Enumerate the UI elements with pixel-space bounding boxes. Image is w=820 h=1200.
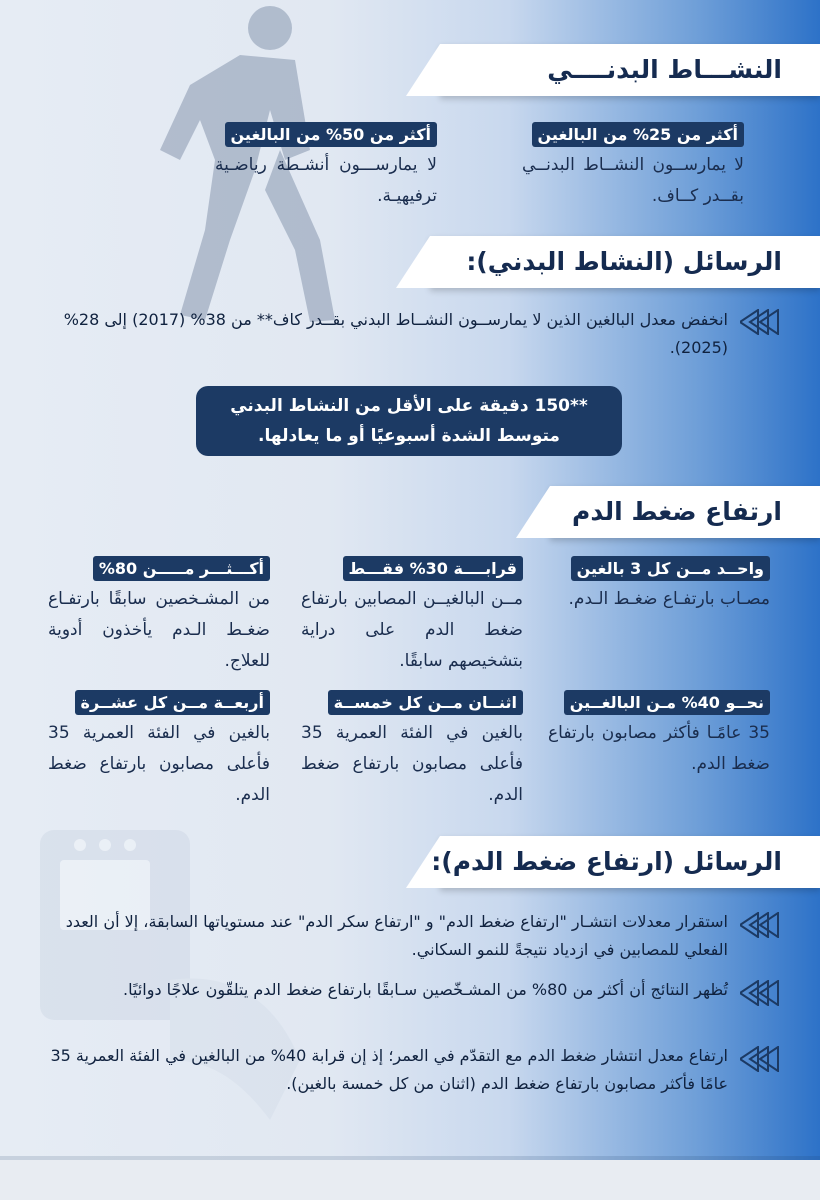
- stat-body: لا يمارســـون أنشـطة رياضـية ترفيهيـة.: [215, 155, 437, 206]
- bp-stat-3: [48, 556, 270, 677]
- stat-body: بالغين في الفئة العمرية 35 فأعلى مصابون بارتفاع ضغط الدم.: [301, 723, 523, 805]
- bp-message-1: استقرار معدلات انتشـار "ارتفاع ضغط الدم" و "ارتفاع سكر الدم" عند مستوياتها السابقة، إلا أن العدد الفعلي للمصابين في ازدياد نتيجةً للنمو السكاني.: [65, 912, 728, 959]
- triple-triangle-icon: [740, 309, 780, 335]
- section-banner-activity: [440, 44, 820, 96]
- stat-label: أربعــة مــن كل عشــرة: [75, 690, 270, 715]
- stat-label: أكثر من 25% من البالغين: [532, 122, 744, 147]
- activity-stat-1: [522, 122, 744, 212]
- section-banner-bp: [550, 486, 820, 538]
- stat-label: اثنــان مــن كل خمســة: [328, 690, 523, 715]
- activity-stat-2: [215, 122, 437, 212]
- bp-stat-2: [301, 556, 523, 677]
- section-banner-bp-messages: [431, 836, 820, 888]
- section-banner-activity-messages: [430, 236, 820, 288]
- stat-body: لا يمارســون النشــاط البدنــي بقــدر كــاف.: [522, 155, 744, 206]
- stat-body: 35 عامًـا فأكثر مصابون بارتفاع ضغط الدم.: [548, 723, 770, 774]
- section-title-activity: النشـــاط البدنــــي: [547, 55, 782, 84]
- section-title-bp-messages: الرسائل (ارتفاع ضغط الدم):: [431, 847, 782, 876]
- stat-body: من المشـخصين سابقًا بارتفـاع ضغـط الـدم يأخذون أدوية للعلاج.: [48, 589, 270, 671]
- bp-stat-5: [301, 690, 523, 811]
- stat-label: أكثر من 50% من البالغين: [225, 122, 437, 147]
- triple-triangle-icon: [740, 980, 780, 1006]
- stat-body: بالغين في الفئة العمرية 35 فأعلى مصابون بارتفاع ضغط الدم.: [48, 723, 270, 805]
- bp-stat-1: [548, 556, 770, 615]
- stat-body: مــن البالغيــن المصابين بارتفاع ضغط الدم على دراية بتشخيصهم سابقًا.: [301, 589, 523, 671]
- activity-message-1: انخفض معدل البالغين الذين لا يمارســون النشــاط البدني بقــدر كاف** من 38% (2017) إلى 28% (2025).: [63, 310, 728, 357]
- footer-strip: [0, 1160, 820, 1200]
- bp-stat-6: [48, 690, 270, 811]
- section-title-bp: ارتفاع ضغط الدم: [572, 497, 782, 526]
- triple-triangle-icon: [740, 912, 780, 938]
- stat-body: مصـاب بارتفـاع ضغـط الـدم.: [568, 589, 770, 609]
- bp-message-2: تُظهر النتائج أن أكثر من 80% من المشـخّصين سـابقًا بارتفاع ضغط الدم يتلقّون علاجًا دوائيًا.: [123, 980, 728, 999]
- section-title-activity-messages: الرسائل (النشاط البدني):: [466, 247, 782, 276]
- stat-label: نحــو 40% مـن البالغــين: [564, 690, 770, 715]
- stat-label: واحــد مــن كل 3 بالغين: [571, 556, 770, 581]
- bp-stat-4: [548, 690, 770, 780]
- bp-message-3: ارتفاع معدل انتشار ضغط الدم مع التقدّم في العمر؛ إذ إن قرابة 40% من البالغين في الفئة العمرية 35 عامًا فأكثر مصابون بارتفاع ضغط الدم (اثنان من كل خمسة بالغين).: [50, 1046, 728, 1093]
- stat-label: أكـــثـــر مـــــن 80%: [93, 556, 270, 581]
- stat-label: قرابــــة 30% فقـــط: [343, 556, 523, 581]
- triple-triangle-icon: [740, 1046, 780, 1072]
- note-text: **150 دقيقة على الأقل من النشاط البدني متوسط الشدة أسبوعيًا أو ما يعادلها.: [230, 396, 588, 446]
- moderate-activity-note: [196, 386, 622, 456]
